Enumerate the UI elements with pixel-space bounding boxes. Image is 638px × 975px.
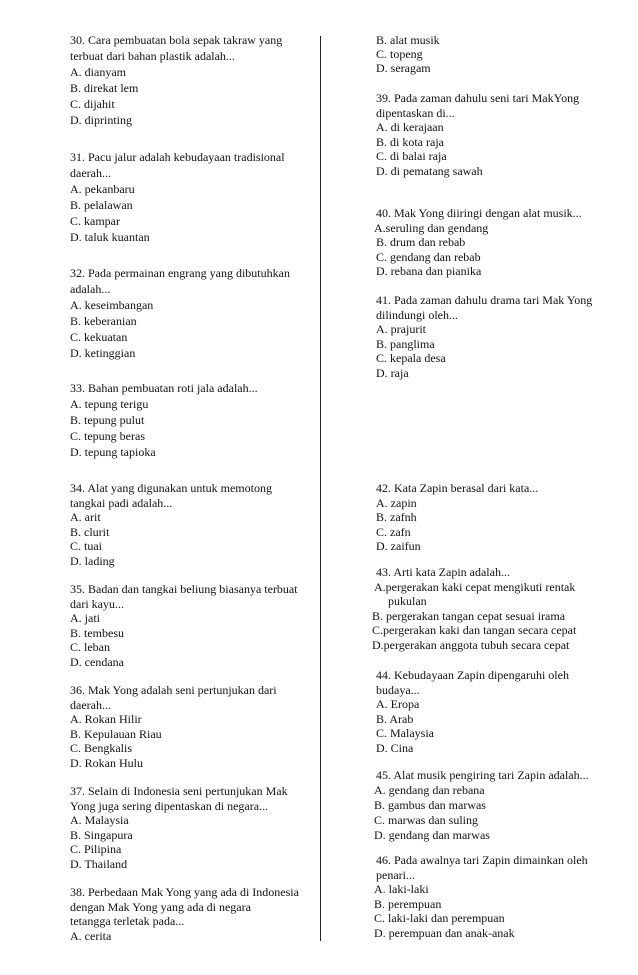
- answer-option: A. Malaysia: [70, 813, 129, 827]
- answer-option: D. seragam: [376, 61, 431, 75]
- answer-option: C. leban: [70, 640, 110, 654]
- question-text: Perbedaan Mak Yong yang ada di Indonesia: [88, 885, 299, 899]
- question-text: Pacu jalur adalah kebudayaan tradisional: [88, 150, 285, 164]
- answer-option: C. laki-laki dan perempuan: [374, 911, 505, 925]
- answer-option: B. alat musik: [376, 33, 440, 47]
- question-text: adalah...: [70, 282, 111, 296]
- question-number: 30.: [70, 33, 88, 47]
- answer-option: A. zapin: [376, 495, 417, 510]
- question-stem-line: [376, 308, 458, 322]
- answer-option: A. gendang dan rebana: [374, 783, 485, 797]
- answer-option: C. dijahit: [70, 97, 115, 111]
- answer-option: D. ketinggian: [70, 346, 136, 360]
- answer-option: B. Arab: [376, 711, 414, 726]
- answer-option: C. kepala desa: [376, 351, 446, 365]
- question-number: 43.: [376, 565, 394, 579]
- answer-option: A. keseimbangan: [70, 298, 154, 312]
- question-stem-line: [70, 266, 290, 280]
- answer-option: C. Malaysia: [376, 726, 434, 740]
- question-text: Arti kata Zapin adalah...: [393, 565, 510, 579]
- answer-option: B. clurit: [70, 524, 110, 539]
- question-text: tetangga terletak pada...: [70, 914, 185, 928]
- question-stem-line: [376, 293, 592, 307]
- answer-option: C. tuai: [70, 539, 102, 553]
- answer-option: A. di kerajaan: [376, 120, 444, 134]
- question-text: Cara pembuatan bola sepak takraw yang: [88, 33, 283, 47]
- question-number: 40.: [376, 206, 394, 220]
- answer-option: D. raja: [376, 365, 409, 380]
- question-text: tangkai padi adalah...: [70, 495, 173, 510]
- question-stem-line: [376, 853, 588, 867]
- answer-option: A. prajurit: [376, 322, 426, 336]
- question-text: dipentaskan di...: [376, 105, 455, 120]
- question-number: 45.: [376, 768, 394, 782]
- question-number: 39.: [376, 91, 394, 105]
- answer-option: D. gendang dan marwas: [374, 828, 490, 842]
- question-stem-line: [376, 768, 589, 782]
- question-text: Pada zaman dahulu seni tari MakYong: [394, 91, 580, 105]
- question-text: Kebudayaan Zapin dipengaruhi oleh: [394, 668, 569, 682]
- answer-option: B. perempuan: [374, 896, 442, 911]
- answer-option: D.pergerakan anggota tubuh secara cepat: [372, 637, 570, 652]
- question-text: penari...: [376, 867, 415, 882]
- answer-option: A. Eropa: [376, 697, 420, 711]
- question-text: Alat yang digunakan untuk memotong: [87, 481, 272, 495]
- answer-option: C. topeng: [376, 47, 423, 61]
- question-number: 36.: [70, 683, 88, 697]
- question-stem-line: [70, 582, 298, 596]
- answer-option: B. tembesu: [70, 625, 124, 640]
- question-text: budaya...: [376, 682, 420, 697]
- question-stem-line: [70, 784, 288, 798]
- answer-option: D. Cina: [376, 740, 414, 755]
- question-stem-line: [376, 683, 420, 697]
- answer-option: B. keberanian: [70, 314, 137, 328]
- answer-option: D. di pematang sawah: [376, 163, 483, 178]
- answer-option: C. marwas dan suling: [374, 813, 478, 827]
- answer-option: B. zafnh: [376, 510, 417, 524]
- question-stem-line: [70, 914, 184, 928]
- question-number: 33.: [70, 381, 88, 395]
- answer-option: A. jati: [70, 611, 100, 625]
- question-number: 38.: [70, 885, 88, 899]
- answer-option: B. pergerakan tangan cepat sesuai irama: [372, 608, 566, 623]
- question-stem-line: [376, 868, 415, 882]
- question-text: Pada zaman dahulu drama tari Mak Yong: [394, 293, 593, 307]
- question-stem-line: [70, 597, 124, 611]
- question-number: 34.: [70, 481, 88, 495]
- question-number: 35.: [70, 582, 88, 596]
- answer-option: D. tepung tapioka: [70, 445, 156, 459]
- question-stem-line: [376, 668, 569, 682]
- answer-option: D. taluk kuantan: [70, 230, 150, 244]
- question-text: terbuat dari bahan plastik adalah...: [70, 49, 235, 63]
- answer-option: B. Kepulauan Riau: [70, 726, 162, 741]
- answer-option: A. Rokan Hilir: [70, 712, 142, 726]
- question-stem-line: [70, 49, 235, 63]
- answer-option: B. pelalawan: [70, 198, 133, 212]
- answer-option: B. direkat lem: [70, 81, 139, 95]
- answer-option: A. laki-laki: [374, 882, 429, 896]
- answer-option: C. Bengkalis: [70, 741, 132, 755]
- answer-option: B. Singapura: [70, 827, 133, 842]
- question-stem-line: [70, 166, 111, 180]
- answer-option: A. tepung terigu: [70, 397, 149, 411]
- question-stem-line: [70, 885, 299, 899]
- answer-option: C. kekuatan: [70, 330, 128, 344]
- question-text: Kata Zapin berasal dari kata...: [394, 481, 539, 495]
- answer-option: A. pekanbaru: [70, 182, 135, 196]
- question-number: 31.: [70, 150, 88, 164]
- answer-option: D. Thailand: [70, 856, 128, 871]
- question-text: dengan Mak Yong yang ada di negara: [70, 899, 251, 914]
- answer-option: C. Pilipina: [70, 842, 122, 856]
- question-stem-line: [70, 799, 268, 813]
- question-number: 41.: [376, 293, 394, 307]
- answer-option: A. arit: [70, 510, 101, 524]
- answer-option: C. di balai raja: [376, 149, 447, 163]
- question-stem-line: [376, 565, 510, 579]
- answer-option: B. drum dan rebab: [376, 235, 466, 249]
- answer-option: D. diprinting: [70, 113, 132, 127]
- question-text: Mak Yong diiringi dengan alat musik...: [394, 206, 582, 220]
- question-text: dari kayu...: [70, 596, 124, 611]
- question-text: daerah...: [70, 166, 111, 180]
- answer-option: D. zaifun: [376, 539, 421, 553]
- question-text: daerah...: [70, 697, 111, 712]
- answer-option: C. zafn: [376, 524, 411, 539]
- answer-option: D. cendana: [70, 654, 124, 669]
- question-stem-line: [70, 683, 277, 697]
- question-stem-line: [70, 282, 110, 296]
- question-number: 46.: [376, 853, 394, 867]
- question-stem-line: [70, 33, 282, 47]
- answer-option: D. lading: [70, 553, 115, 568]
- question-stem-line: [70, 698, 111, 712]
- answer-option: D. Rokan Hulu: [70, 755, 143, 770]
- answer-option: B. panglima: [376, 336, 435, 351]
- question-number: 44.: [376, 668, 394, 682]
- answer-option: C. gendang dan rebab: [376, 249, 481, 264]
- answer-option: B. gambus dan marwas: [374, 798, 486, 812]
- question-text: Yong juga sering dipentaskan di negara...: [70, 798, 269, 813]
- question-text: Pada permainan engrang yang dibutuhkan: [88, 266, 290, 280]
- question-text: Selain di Indonesia seni pertunjukan Mak: [88, 784, 288, 798]
- question-number: 42.: [376, 481, 394, 495]
- answer-option: C. kampar: [70, 214, 120, 228]
- answer-option: C.pergerakan kaki dan tangan secara cepat: [372, 623, 577, 637]
- answer-option: A. cerita: [70, 928, 112, 943]
- answer-option: B. tepung pulut: [70, 413, 145, 427]
- answer-option: B. di kota raja: [376, 134, 444, 149]
- question-text: Alat musik pengiring tari Zapin adalah...: [393, 768, 589, 782]
- question-stem-line: [70, 150, 285, 164]
- question-text: Pada awalnya tari Zapin dimainkan oleh: [394, 853, 588, 867]
- question-text: dilindungi oleh...: [376, 307, 458, 322]
- question-stem-line: [376, 206, 582, 220]
- question-stem-line: [376, 106, 455, 120]
- question-stem-line: [376, 481, 538, 495]
- question-stem-line: [70, 900, 251, 914]
- answer-option: A.seruling dan gendang: [374, 220, 489, 235]
- question-text: Badan dan tangkai beliung biasanya terbuat: [88, 582, 298, 596]
- answer-option: A. dianyam: [70, 65, 126, 79]
- question-stem-line: [376, 91, 579, 105]
- question-stem-line: [70, 496, 172, 510]
- question-number: 37.: [70, 784, 88, 798]
- answer-option: pukulan: [388, 594, 427, 608]
- question-stem-line: [70, 481, 272, 495]
- answer-option: C. tepung beras: [70, 429, 145, 443]
- answer-option: A.pergerakan kaki cepat mengikuti rentak: [374, 579, 576, 594]
- question-number: 32.: [70, 266, 88, 280]
- question-text: Mak Yong adalah seni pertunjukan dari: [88, 683, 277, 697]
- answer-option: D. rebana dan pianika: [376, 264, 482, 278]
- column-divider: [320, 36, 321, 941]
- question-text: Bahan pembuatan roti jala adalah...: [88, 381, 258, 395]
- question-stem-line: [70, 381, 258, 395]
- answer-option: D. perempuan dan anak-anak: [374, 925, 515, 940]
